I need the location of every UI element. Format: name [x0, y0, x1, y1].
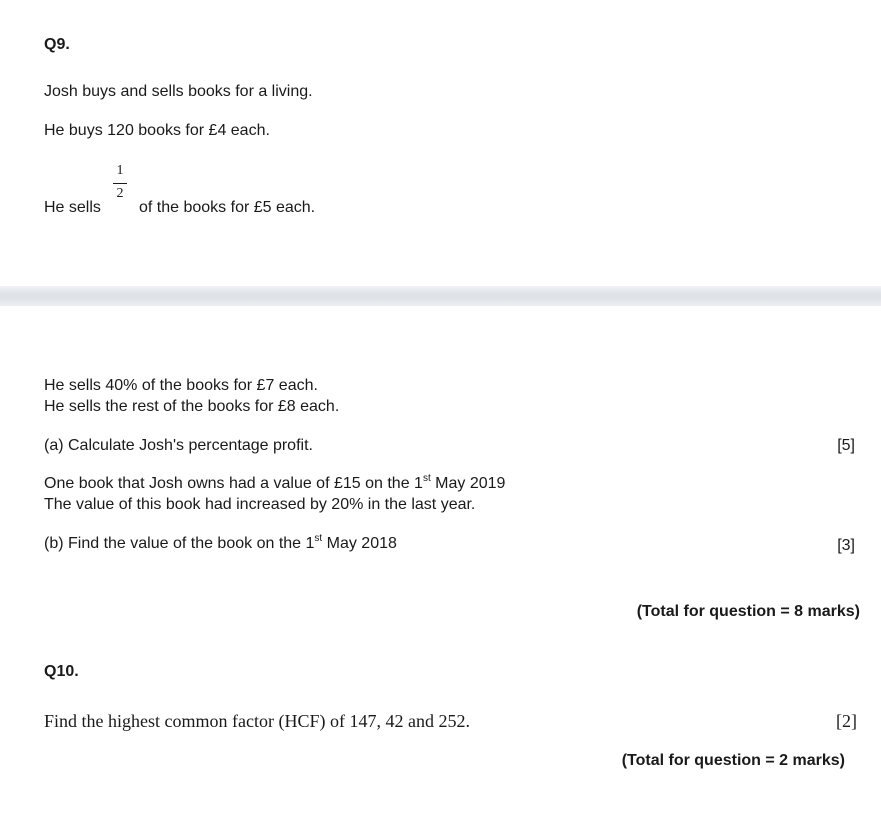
q9-value-line-sup: st	[422, 473, 431, 484]
q9-part-b-text: (b) Find the value of the book on the 1	[44, 535, 315, 552]
q9-sells-before: He sells	[44, 199, 101, 216]
one-half-fraction	[113, 164, 127, 201]
q10-heading: Q10.	[44, 663, 79, 680]
page-divider	[0, 286, 881, 306]
q9-value-line-end: May 2019	[430, 475, 506, 492]
fraction-numerator: 1	[116, 163, 124, 178]
q9-buys: He buys 120 books for £4 each.	[44, 122, 270, 139]
q9-total: (Total for question = 8 marks)	[636, 603, 860, 620]
q9-increase-line: The value of this book had increased by 20% in the last year.	[44, 496, 476, 513]
q9-heading: Q9.	[44, 36, 70, 53]
q9-part-a-marks: [5]	[837, 437, 855, 454]
fraction-denominator: 2	[116, 186, 124, 201]
q9-intro: Josh buys and sells books for a living.	[44, 83, 313, 100]
q9-sells-rest: He sells the rest of the books for £8 each.	[44, 398, 340, 415]
q9-part-b	[44, 535, 397, 553]
q9-part-b-sup: st	[314, 533, 323, 544]
q10-marks: [2]	[836, 711, 857, 731]
q9-part-b-marks: [3]	[837, 537, 855, 554]
q9-value-line	[44, 475, 505, 493]
q9-sells-after: of the books for £5 each.	[139, 199, 316, 216]
q9-part-b-end: May 2018	[322, 535, 397, 552]
q9-sells-40: He sells 40% of the books for £7 each.	[44, 377, 318, 394]
q10-question: Find the highest common factor (HCF) of 147, 42 and 252.	[44, 711, 470, 731]
fraction-bar	[113, 183, 127, 184]
q9-part-a: (a) Calculate Josh's percentage profit.	[44, 437, 313, 454]
q10-total: (Total for question = 2 marks)	[621, 752, 845, 769]
q9-value-line-text: One book that Josh owns had a value of £15 on the 1	[44, 475, 423, 492]
